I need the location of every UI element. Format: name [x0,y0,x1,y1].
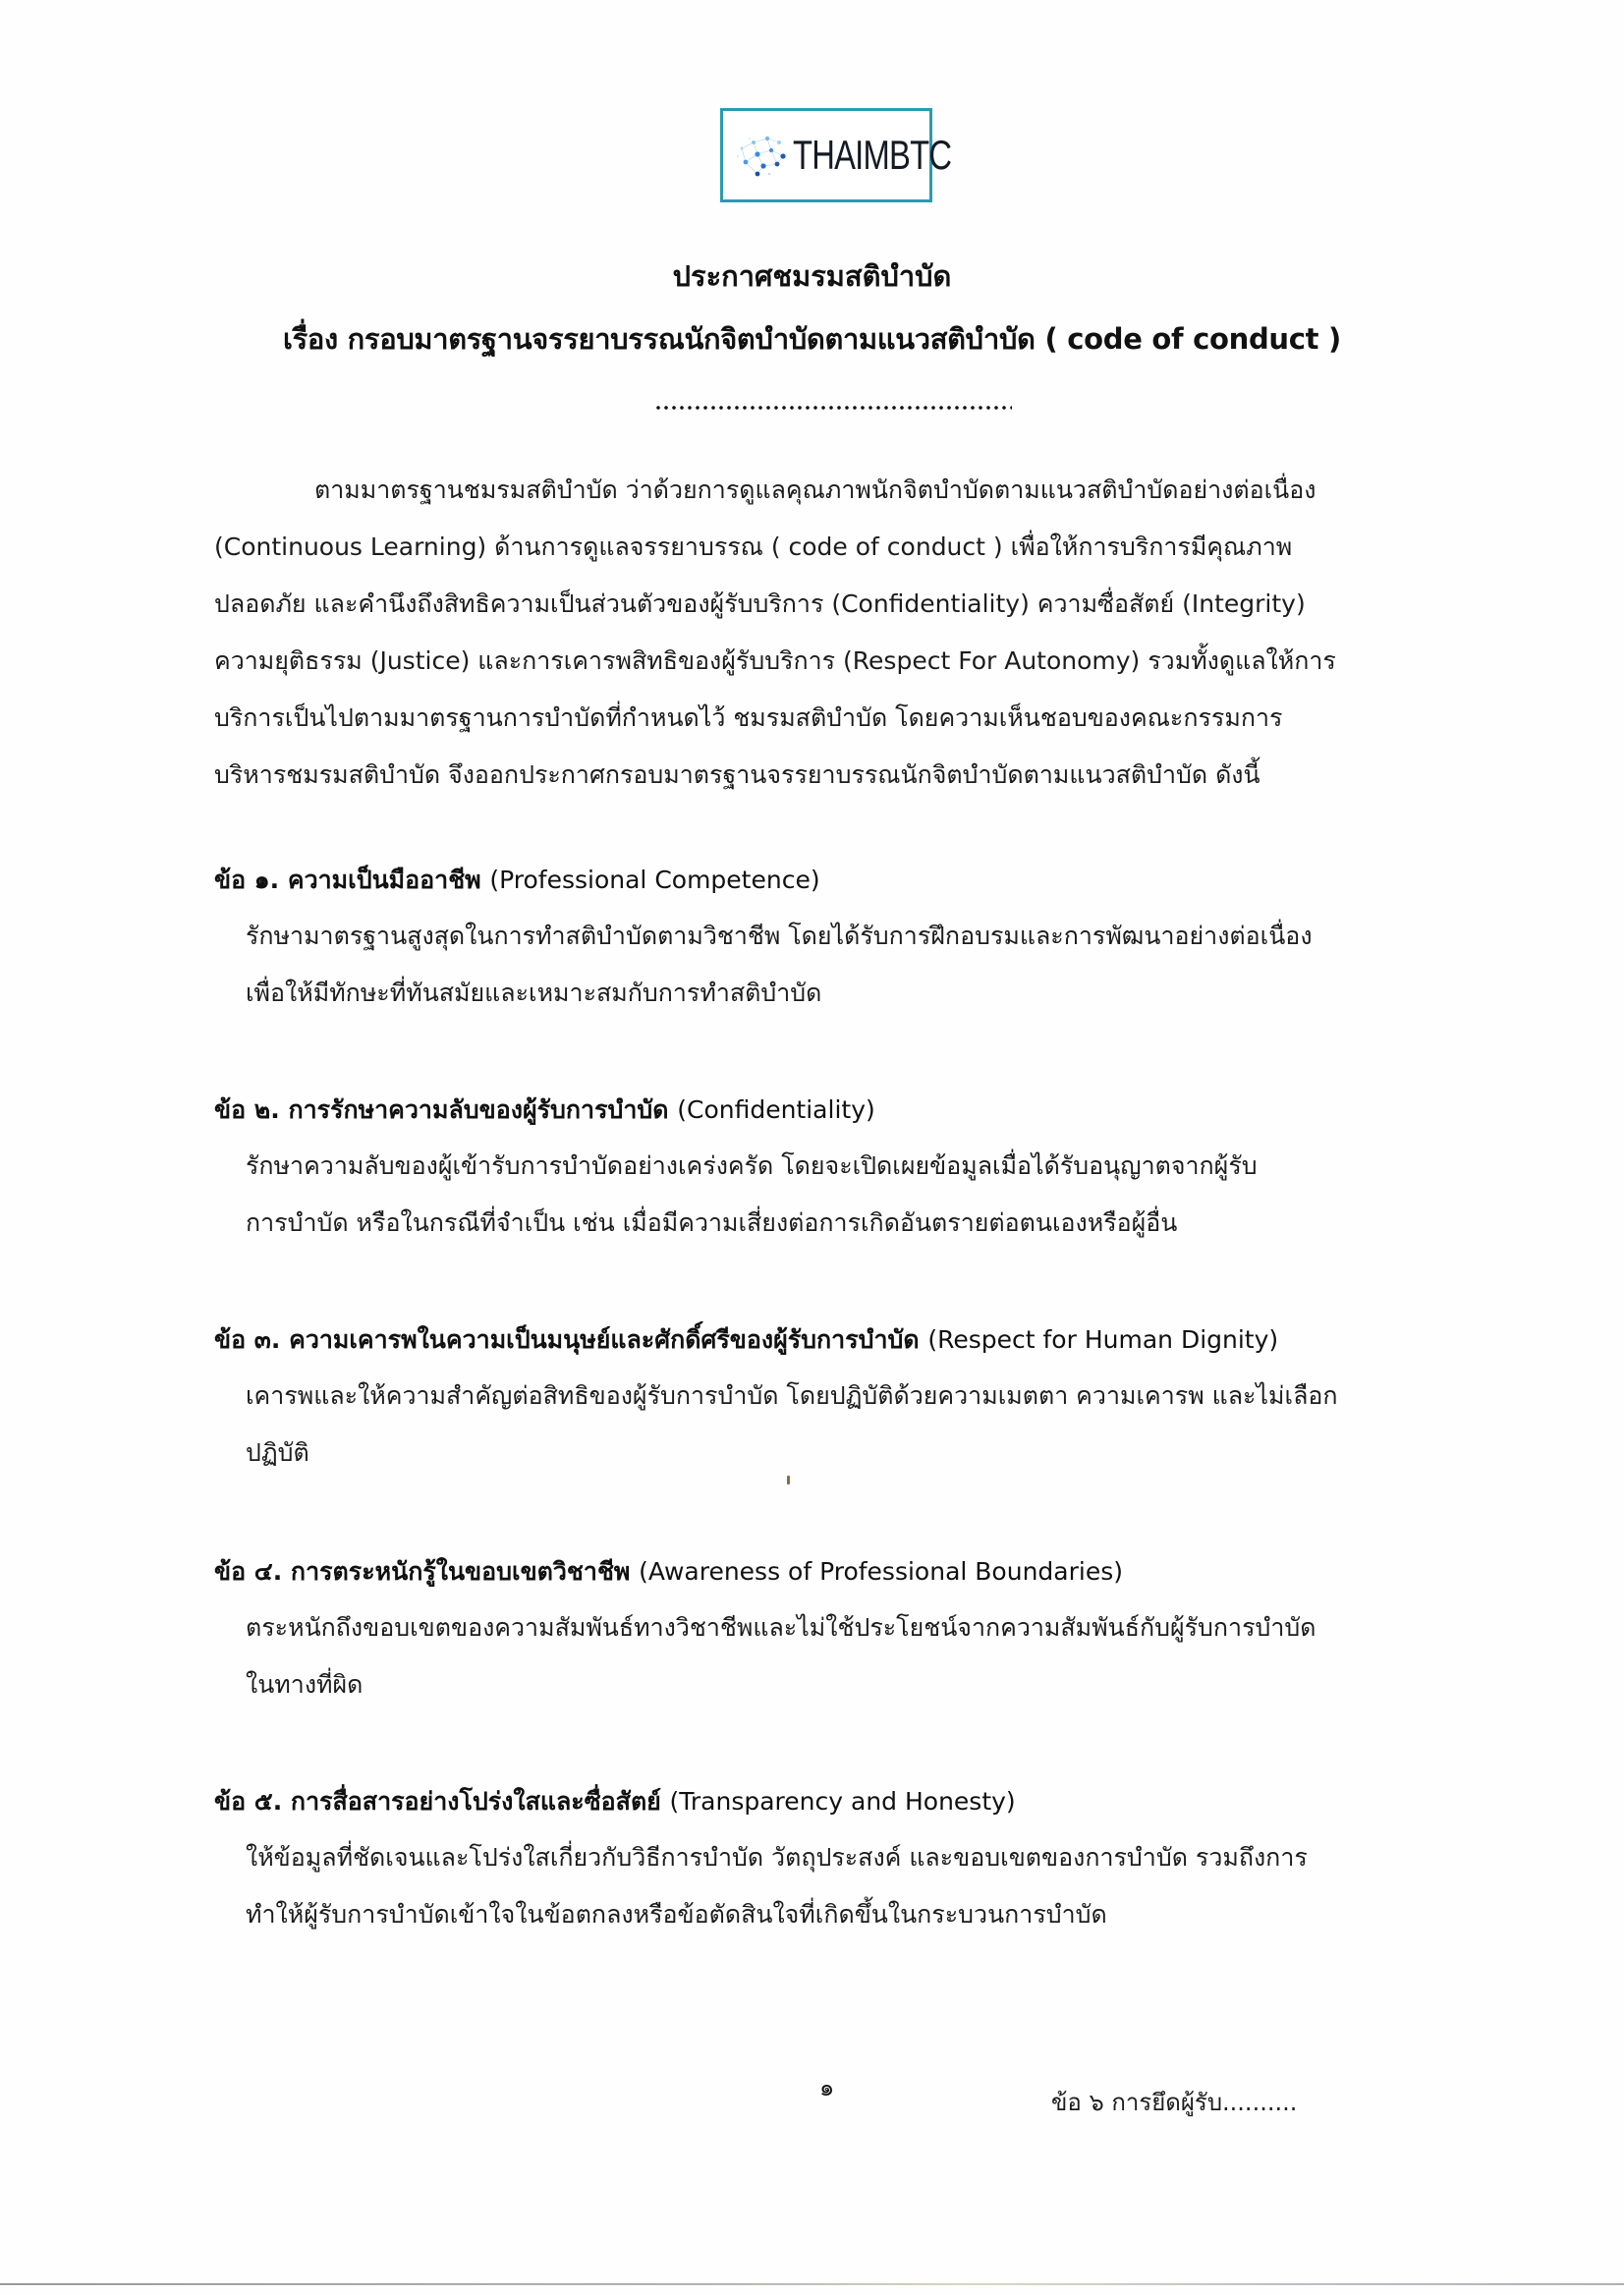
section-body [214,1599,1472,1713]
logo-wordmark: THAIMBTC [793,132,952,178]
intro-line: บริการเป็นไปตามมาตรฐานการบำบัดที่กำหนดไว้ ชมรมสติบำบัด โดยความเห็นชอบของคณะกรรมการ [214,703,1283,732]
section-4 [214,1544,1472,1713]
section-heading [214,1774,1472,1829]
intro-line: บริหารชมรมสติบำบัด จึงออกประกาศกรอบมาตรฐานจรรยาบรรณนักจิตบำบัดตามแนวสติบำบัด ดังนี้ [214,760,1260,789]
section-line: รักษาความลับของผู้เข้ารับการบำบัดอย่างเคร่งครัด โดยจะเปิดเผยข้อมูลเมื่อได้รับอนุญาตจากผู้รับ [246,1151,1258,1180]
network-dots-icon [734,131,791,180]
section-1 [214,853,1472,1022]
section-heading-en: (Transparency and Honesty) [669,1787,1016,1816]
section-line: เคารพและให้ความสำคัญต่อสิทธิของผู้รับการบำบัด โดยปฏิบัติด้วยความเมตตา ความเคารพ และไม่เลือก [246,1381,1338,1410]
section-heading-th: ข้อ ๒. การรักษาความลับของผู้รับการบำบัด [214,1095,669,1124]
page-number: ๑ [819,2074,835,2101]
intro-line: ตามมาตรฐานชมรมสติบำบัด ว่าด้วยการดูแลคุณภาพนักจิตบำบัดตามแนวสติบำบัดอย่างต่อเนื่อง [314,476,1316,504]
section-heading [214,853,1472,908]
section-3 [214,1313,1472,1482]
intro-line: (Continuous Learning) ด้านการดูแลจรรยาบรรณ ( code of conduct ) เพื่อให้การบริการมีคุณภาพ [214,532,1293,561]
section-line: ปฏิบัติ [246,1438,309,1467]
intro-line: ปลอดภัย และคำนึงถึงสิทธิความเป็นส่วนตัวของผู้รับบริการ (Confidentiality) ความซื่อสัตย์ (Integrity) [214,589,1306,618]
section-body [214,1829,1472,1943]
section-line: ให้ข้อมูลที่ชัดเจนและโปร่งใสเกี่ยวกับวิธีการบำบัด วัตถุประสงค์ และขอบเขตของการบำบัด รวมถึงการ [246,1843,1308,1872]
section-heading-en: (Respect for Human Dignity) [927,1325,1279,1354]
intro-paragraph [214,462,1452,804]
section-heading-th: ข้อ ๔. การตระหนักรู้ในขอบเขตวิชาชีพ [214,1557,631,1586]
section-line: รักษามาตรฐานสูงสุดในการทำสติบำบัดตามวิชาชีพ โดยได้รับการฝึกอบรมและการพัฒนาอย่างต่อเนื่อง [246,922,1313,950]
section-line: ตระหนักถึงขอบเขตของความสัมพันธ์ทางวิชาชีพและไม่ใช้ประโยชน์จากความสัมพันธ์กับผู้รับการบำบัด [246,1613,1316,1642]
scan-edge-line [0,2283,1624,2285]
section-body [214,1138,1472,1252]
section-line: ในทางที่ผิด [246,1670,364,1699]
thaimbtc-logo [720,108,952,202]
section-2 [214,1083,1472,1252]
section-line: เพื่อให้มีทักษะที่ทันสมัยและเหมาะสมกับการทำสติบำบัด [246,979,822,1007]
section-body [214,1368,1472,1482]
section-heading-en: (Confidentiality) [677,1095,875,1124]
section-5 [214,1774,1472,1943]
section-line: การบำบัด หรือในกรณีที่จำเป็น เช่น เมื่อมีความเสี่ยงต่อการเกิดอันตรายต่อตนเองหรือผู้อื่น [246,1208,1178,1237]
section-heading [214,1083,1472,1138]
announcement-title: ประกาศชมรมสติบำบัด [672,259,952,293]
section-body [214,908,1472,1022]
section-heading-th: ข้อ ๓. ความเคารพในความเป็นมนุษย์และศักดิ์ศรีของผู้รับการบำบัด [214,1325,920,1354]
intro-line: ความยุติธรรม (Justice) และการเคารพสิทธิของผู้รับบริการ (Respect For Autonomy) รวมทั้งดูแลให้การ [214,646,1336,675]
section-heading-th: ข้อ ๕. การสื่อสารอย่างโปร่งใสและซื่อสัตย์ [214,1787,661,1816]
section-heading-en: (Awareness of Professional Boundaries) [639,1557,1123,1586]
section-heading-en: (Professional Competence) [489,866,820,894]
scan-speck [787,1476,790,1484]
section-heading-th: ข้อ ๑. ความเป็นมืออาชีพ [214,866,481,894]
section-heading [214,1544,1472,1599]
dotted-separator [654,405,1012,411]
section-heading [214,1313,1472,1368]
announcement-subject: เรื่อง กรอบมาตรฐานจรรยาบรรณนักจิตบำบัดตามแนวสติบำบัด ( code of conduct ) [283,322,1341,356]
continuation-note: ข้อ ๖ การยึดผู้รับ.......... [1051,2089,1298,2116]
section-line: ทำให้ผู้รับการบำบัดเข้าใจในข้อตกลงหรือข้อตัดสินใจที่เกิดขึ้นในกระบวนการบำบัด [246,1900,1107,1929]
